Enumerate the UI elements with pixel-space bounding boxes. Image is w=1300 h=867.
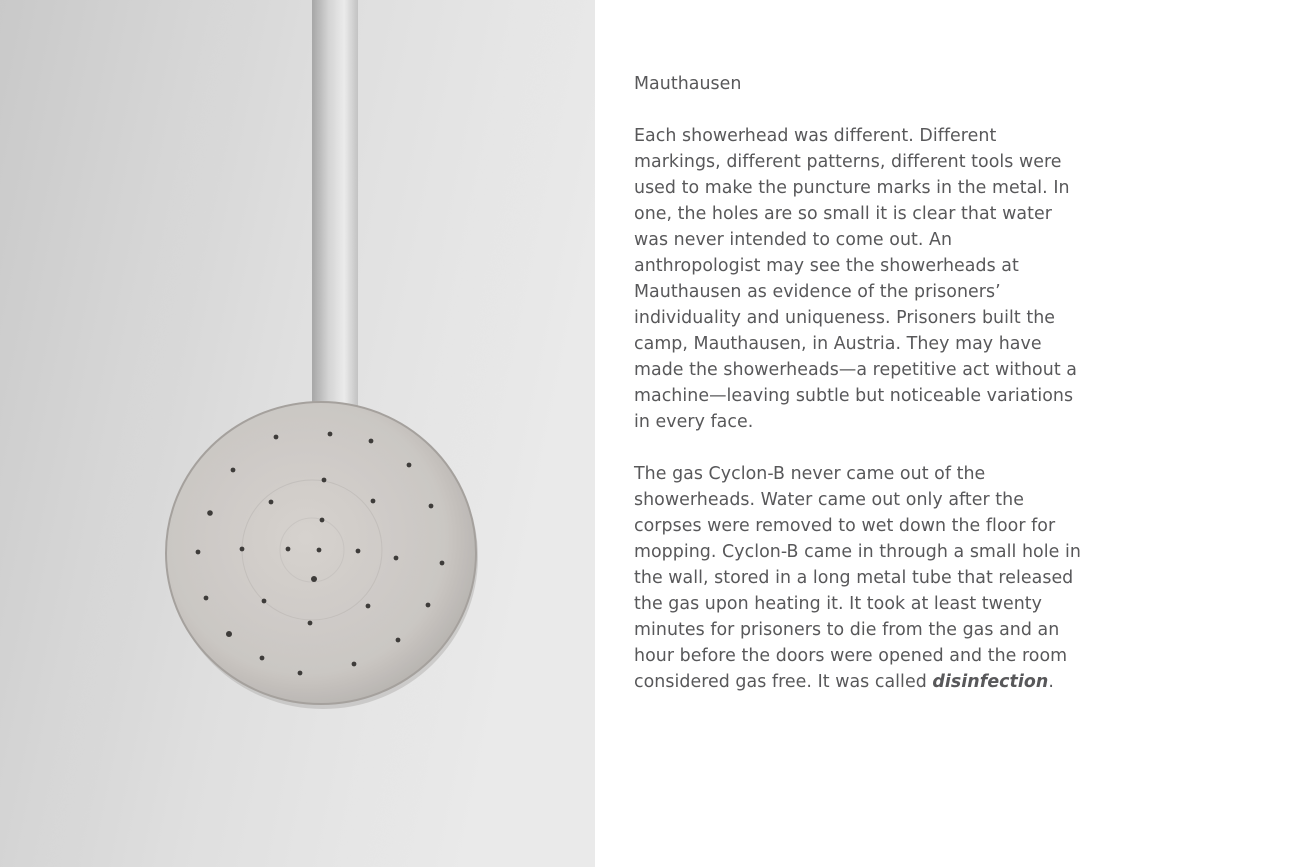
showerhead-image [0, 0, 595, 867]
paragraph-showerheads: Each showerhead was different. Different markings, different patterns, different tools were used to make the puncture marks in the metal. In one, the holes are so small it is clear that water was never intended to come out. An anthropologist may see the showerheads at Mauthausen as evidence of the prisoners’ individuality and uniqueness. Prisoners built the camp, Mauthausen, in Austria. They may have made the showerheads—a repetitive act without a machine—leaving subtle but noticeable variations in every face. [634, 126, 1077, 432]
showerhead-photo [0, 0, 595, 867]
text-column [634, 71, 1084, 721]
place-title: Mauthausen [634, 74, 742, 94]
paragraph-gas [634, 461, 1084, 695]
paragraph-gas-text: The gas Cyclon-B never came out of the showerheads. Water came out only after the corpses were removed to wet down the floor for mopping. Cyclon-B came in through a small hole in the wall, stored in a long metal tube that released the gas upon heating it. It took at least twenty minutes for prisoners to die from the gas and an hour before the doors were opened and the room considered gas free. It was called [634, 464, 1081, 692]
film-grain [0, 0, 595, 867]
emphasis-disinfection: disinfection [932, 672, 1049, 692]
paragraph-gas-end: . [1048, 672, 1054, 692]
